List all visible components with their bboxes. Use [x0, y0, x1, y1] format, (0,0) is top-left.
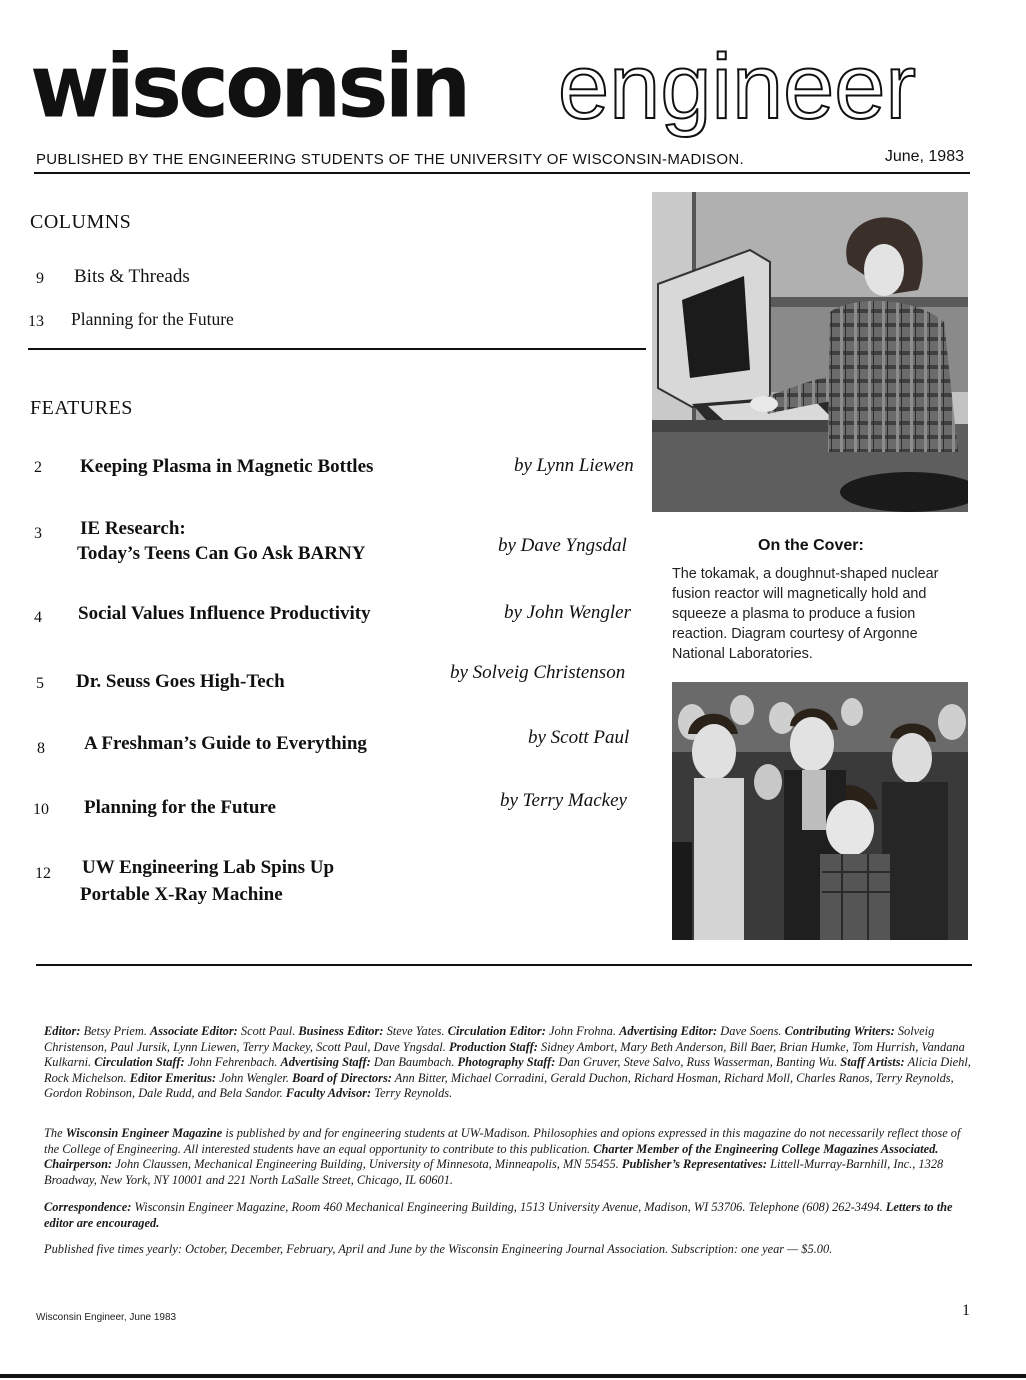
- correspondence-info: Correspondence: Wisconsin Engineer Magazine, Room 460 Mechanical Engineering Building, 1513 University Avenue, Madison, WI 53706. Telephone (608) 262-3494. Letters to the editor are encouraged.: [44, 1200, 953, 1230]
- logo-engineer: engineer: [558, 36, 917, 138]
- toc-feature-title: Today’s Teens Can Go Ask BARNY: [77, 543, 366, 564]
- toc-page-number: 13: [28, 313, 44, 330]
- toc-feature-author: by Terry Mackey: [500, 790, 627, 811]
- toc-feature-title: Planning for the Future: [84, 797, 276, 818]
- toc-page-number: 4: [34, 609, 42, 626]
- toc-feature-title: Keeping Plasma in Magnetic Bottles: [80, 456, 374, 477]
- cover-caption-heading: On the Cover:: [758, 537, 864, 554]
- terminal-photo-illustration: [652, 192, 968, 512]
- features-heading: FEATURES: [30, 397, 133, 419]
- toc-feature-author: by Solveig Christenson: [450, 662, 626, 683]
- staff-credits: Editor: Betsy Priem. Associate Editor: Scott Paul. Business Editor: Steve Yates. Circulation Editor: John Frohna. Advertising Editor: Dave Soens. Contributing Writers: Solveig Christenson, Paul Jursik, Lynn Liewen, Terry Mackey, Scott Paul, Dave Yngsdal. Production Staff: Sidney Ambort, Mary Beth Anderson, Bill Baer, Brian Humke, Tom Hurrish, Vandana Kulkarni. Circulation Staff: John Fehrenbach. Advertising Staff: Dan Baumbach. Photography Staff: Dan Gruver, Steve Salvo, Russ Wasserman, Banting Wu. Staff Artists: Alicia Diehl, Rock Michelson. Editor Emeritus: John Wengler. Board of Directors: Ann Bitter, Michael Corradini, Gerald Duchon, Richard Hosman, Richard Moll, Charles Ranos, Terry Reynolds, Gordon Robinson, Dale Rudd, and Bela Sandor. Faculty Advisor: Terry Reynolds.: [44, 1024, 971, 1100]
- students-photo-illustration: [672, 682, 968, 940]
- issue-date: June, 1983: [884, 148, 964, 165]
- toc-page-number: 2: [34, 459, 42, 476]
- toc-feature-author: by Scott Paul: [528, 727, 630, 748]
- toc-column-title: Planning for the Future: [71, 309, 234, 329]
- toc-feature-author: by Dave Yngsdal: [498, 535, 627, 556]
- columns-heading: COLUMNS: [30, 211, 132, 233]
- toc-feature-title: Dr. Seuss Goes High-Tech: [76, 671, 285, 692]
- page-number: 1: [962, 1302, 970, 1319]
- toc-feature-title: UW Engineering Lab Spins Up: [82, 857, 335, 878]
- publication-schedule: Published five times yearly: October, December, February, April and June by the Wisconsin Engineering Journal Association. Subscription: one year — $5.00.: [44, 1242, 833, 1256]
- footer-issue: Wisconsin Engineer, June 1983: [36, 1312, 177, 1323]
- toc-page-number: 9: [36, 270, 44, 287]
- columns-rule: [28, 348, 646, 350]
- students-photo: [672, 682, 968, 940]
- toc-feature-title: A Freshman’s Guide to Everything: [84, 733, 367, 754]
- publication-statement: The Wisconsin Engineer Magazine is published by and for engineering students at UW-Madison. Philosophies and opions expressed in this magazine do not necessarily reflect those of the College of Engineering. All interested students have an equal opportunity to contribute to this publication. Charter Member of the Engineering College Magazines Associated. Chairperson: John Claussen, Mechanical Engineering Building, University of Minnesota, Minneapolis, MN 55455. Publisher’s Representatives: Littell-Murray-Barnhill, Inc., 1328 Broadway, New York, NY 10001 and 221 North LaSalle Street, Chicago, IL 60601.: [44, 1126, 961, 1187]
- toc-feature-title: Portable X-Ray Machine: [80, 884, 283, 905]
- masthead-rule: [34, 172, 970, 174]
- cover-photo-terminal: [652, 192, 968, 512]
- page-bottom-edge: [0, 1374, 1026, 1378]
- publisher-line: PUBLISHED BY THE ENGINEERING STUDENTS OF THE UNIVERSITY OF WISCONSIN-MADISON.: [36, 151, 744, 168]
- toc-page-number: 5: [36, 675, 44, 692]
- logo-wisconsin: wisconsin: [30, 35, 468, 138]
- toc-feature-author: by John Wengler: [504, 602, 631, 623]
- cover-caption-text: The tokamak, a doughnut-shaped nuclear fusion reactor will magnetically hold and squeeze a plasma to produce a fusion reaction. Diagram courtesy of Argonne National Laboratories.: [672, 566, 939, 662]
- toc-feature-title: IE Research:: [80, 518, 186, 539]
- toc-feature-author: by Lynn Liewen: [514, 455, 634, 476]
- contents-bottom-rule: [36, 964, 972, 966]
- toc-page-number: 10: [33, 801, 49, 818]
- toc-page-number: 3: [34, 525, 42, 542]
- toc-page-number: 12: [35, 865, 51, 882]
- toc-page-number: 8: [37, 740, 45, 757]
- toc-feature-title: Social Values Influence Productivity: [78, 603, 371, 624]
- toc-column-title: Bits & Threads: [74, 266, 190, 287]
